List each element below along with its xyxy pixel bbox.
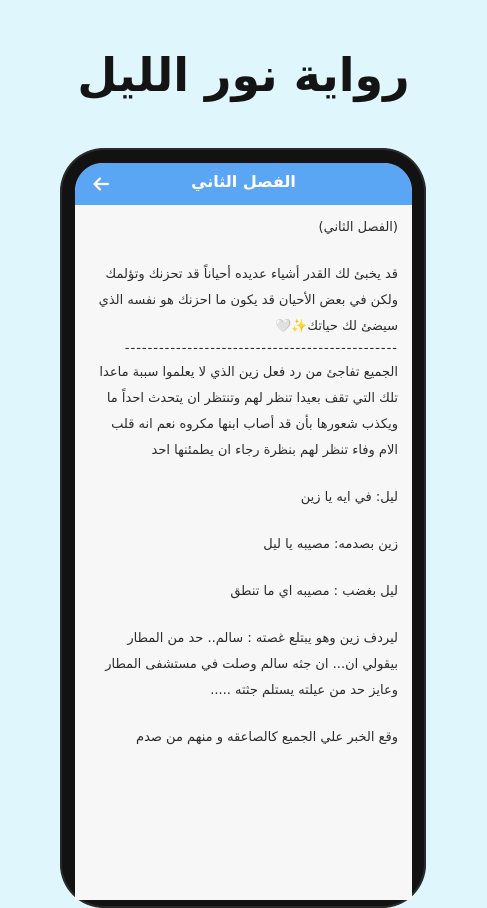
paragraph: ليل: في ايه يا زين [300, 490, 398, 505]
paragraph: زين بصدمه: مصيبه يا ليل [263, 537, 398, 552]
paragraph: وقع الخبر علي الجميع كالصاعقه و منهم من صدم [136, 730, 398, 745]
app-bar [75, 163, 412, 205]
divider-line: ------------------------------------------------ [124, 342, 398, 356]
paragraph: الجميع تفاجئ من رد فعل زين الذي لا يعلموا سببة ماعدا تلك التي تقف بعيدا تنظر لهم وتنتظر ان يتحدث احداً ما ويكذب شعورها بأن قد أصاب ابنها مكروه نعم انه قلب الام وفاء تنظر لهم بنظرة رجاء ان يطمئنها احد [99, 365, 398, 458]
promo-title: رواية نور الليل [77, 48, 410, 102]
phone-screen [75, 163, 412, 900]
back-button[interactable] [87, 170, 115, 198]
paragraph: ليل بغضب : مصيبه اي ما تنطق [230, 584, 398, 599]
chapter-heading: (الفصل الثاني) [318, 220, 398, 235]
chapter-title: الفصل الثاني [191, 172, 296, 191]
chapter-content[interactable] [75, 205, 412, 900]
chapter-intro: قد يخبئ لك القدر أشياء عديده أحياناً قد تحزنك وتؤلمك ولكن في بعض الأحيان قد يكون ما احزنك هو نفسه الذي سيضئ لك حياتك✨🤍 [98, 267, 398, 334]
arrow-left-icon [92, 175, 110, 193]
paragraph: ليردف زين وهو يبتلع غصته : سالم.. حد من المطار بيقولي ان... ان جثه سالم وصلت في مستشفى المطار وعايز حد من عيلته يستلم جثته ..... [105, 631, 398, 698]
